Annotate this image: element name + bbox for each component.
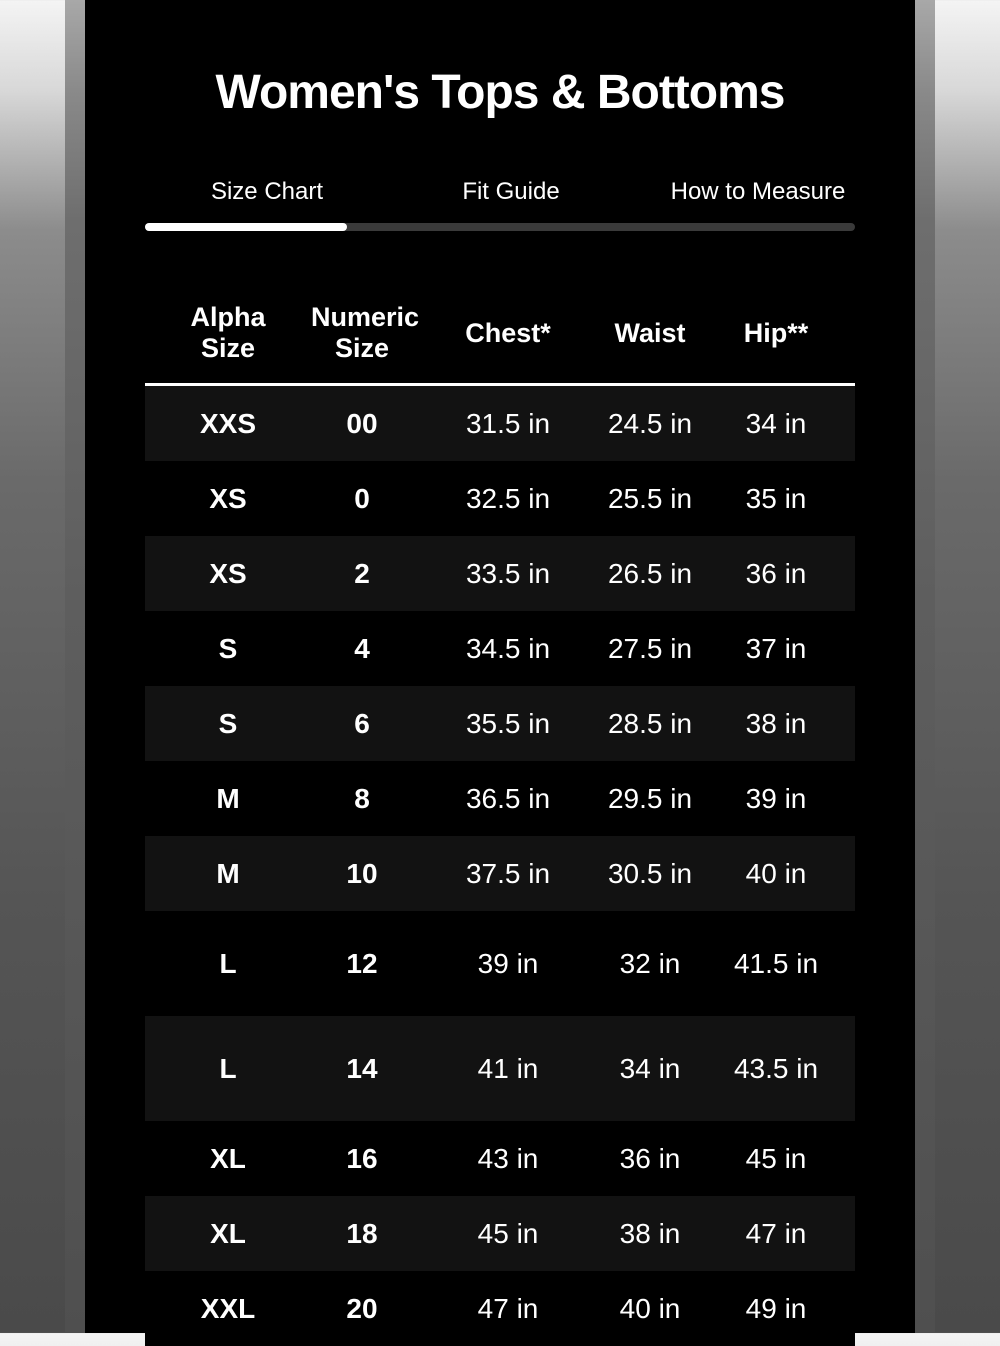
numeric-size-cell: 18 [311,1196,413,1271]
chest-cell: 36.5 in [413,761,603,836]
column-header-line: Size [334,333,390,363]
numeric-size-cell: 8 [311,761,413,836]
alpha-size-cell: XXS [145,385,311,462]
table-row [145,1196,855,1271]
chest-cell: 47 in [413,1271,603,1346]
hip-cell: 40 in [697,836,855,911]
chest-cell: 34.5 in [413,611,603,686]
alpha-size-cell: M [145,761,311,836]
hip-cell: 43.5 in [697,1016,855,1121]
column-header-line: Alpha [190,302,266,332]
tab-track [145,223,855,231]
numeric-size-cell: 10 [311,836,413,911]
hip-cell: 41.5 in [697,911,855,1016]
table-row [145,1016,855,1121]
numeric-size-cell: 4 [311,611,413,686]
alpha-size-cell: XL [145,1196,311,1271]
waist-cell: 26.5 in [603,536,697,611]
waist-cell: 27.5 in [603,611,697,686]
waist-cell: 40 in [603,1271,697,1346]
alpha-size-cell: L [145,1016,311,1121]
alpha-size-cell: XL [145,1121,311,1196]
size-chart-table [145,283,855,1346]
numeric-size-cell: 20 [311,1271,413,1346]
waist-cell: 32 in [603,911,697,1016]
hip-cell: 34 in [697,385,855,462]
table-row [145,836,855,911]
alpha-size-cell: XXL [145,1271,311,1346]
table-row [145,611,855,686]
hip-cell: 38 in [697,686,855,761]
chest-cell: 37.5 in [413,836,603,911]
waist-cell: 24.5 in [603,385,697,462]
hip-cell: 37 in [697,611,855,686]
table-row [145,461,855,536]
backdrop-left-band [65,0,85,1333]
table-header-row [145,283,855,385]
hip-cell: 45 in [697,1121,855,1196]
column-header-numeric-size [311,283,420,385]
waist-cell: 38 in [603,1196,697,1271]
table-row [145,686,855,761]
chest-cell: 39 in [413,911,603,1016]
tab-how-to-measure[interactable]: How to Measure [670,178,846,205]
waist-cell: 36 in [603,1121,697,1196]
chest-cell: 41 in [413,1016,603,1121]
chest-cell: 35.5 in [413,686,603,761]
tab-size-chart[interactable]: Size Chart [210,178,324,205]
tab-active-indicator [145,223,347,231]
column-header-line: Size [200,333,256,363]
chest-cell: 31.5 in [413,385,603,462]
alpha-size-cell: L [145,911,311,1016]
chest-cell: 43 in [413,1121,603,1196]
waist-cell: 28.5 in [603,686,697,761]
chest-cell: 32.5 in [413,461,603,536]
hip-cell: 39 in [697,761,855,836]
chest-cell: 33.5 in [413,536,603,611]
table-row [145,536,855,611]
column-header-chest: Chest* [413,283,603,385]
table-row [145,761,855,836]
column-header-alpha-size [145,283,311,385]
chest-cell: 45 in [413,1196,603,1271]
column-header-waist: Waist [603,283,697,385]
table-row [145,911,855,1016]
hip-cell: 47 in [697,1196,855,1271]
column-header-line: Numeric [311,302,420,332]
numeric-size-cell: 6 [311,686,413,761]
table-row [145,1121,855,1196]
table-row [145,1271,855,1346]
waist-cell: 29.5 in [603,761,697,836]
alpha-size-cell: XS [145,461,311,536]
column-header-hip: Hip** [697,283,855,385]
alpha-size-cell: M [145,836,311,911]
hip-cell: 49 in [697,1271,855,1346]
tab-bar [145,174,855,234]
waist-cell: 25.5 in [603,461,697,536]
numeric-size-cell: 14 [311,1016,413,1121]
numeric-size-cell: 12 [311,911,413,1016]
numeric-size-cell: 00 [311,385,413,462]
size-guide-panel [85,0,915,1333]
numeric-size-cell: 2 [311,536,413,611]
hip-cell: 36 in [697,536,855,611]
page-title: Women's Tops & Bottoms [215,66,785,119]
backdrop-right-band [915,0,935,1333]
tab-fit-guide[interactable]: Fit Guide [462,178,560,205]
alpha-size-cell: S [145,611,311,686]
hip-cell: 35 in [697,461,855,536]
waist-cell: 30.5 in [603,836,697,911]
waist-cell: 34 in [603,1016,697,1121]
numeric-size-cell: 0 [311,461,413,536]
numeric-size-cell: 16 [311,1121,413,1196]
alpha-size-cell: XS [145,536,311,611]
alpha-size-cell: S [145,686,311,761]
table-row [145,385,855,462]
